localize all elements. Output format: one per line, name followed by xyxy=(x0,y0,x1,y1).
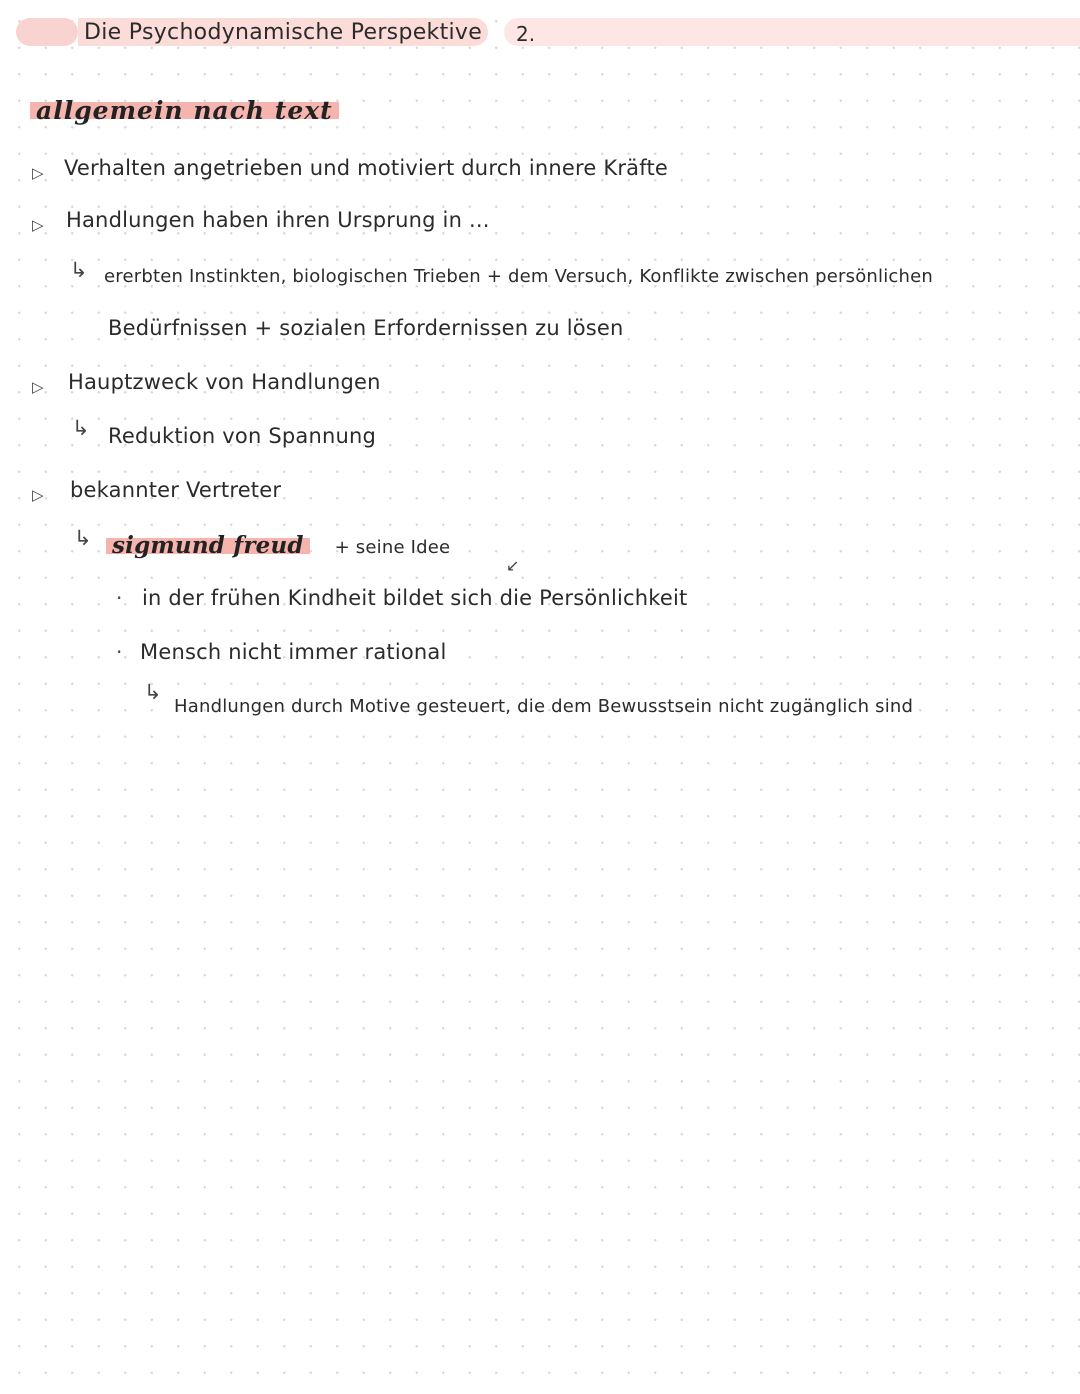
page-title: Die Psychodynamische Perspektive xyxy=(84,20,483,45)
idea-personality: in der frühen Kindheit bildet sich die Persönlichkeit xyxy=(142,586,688,610)
freud-idea-label: + seine Idee xyxy=(334,537,451,558)
bullet-icon: ▷ xyxy=(32,216,44,234)
idea-rational: Mensch nicht immer rational xyxy=(140,640,447,664)
note-line-main-purpose: Hauptzweck von Handlungen xyxy=(68,370,381,394)
idea-arrow-icon: ↙ xyxy=(506,556,520,575)
note-line-instincts: ererbten Instinkten, biologischen Trieben + dem Versuch, Konflikte zwischen persönlichen xyxy=(104,266,934,287)
title-band-decoration xyxy=(504,18,1080,46)
dot-icon: · xyxy=(116,586,123,610)
arrow-icon: ↳ xyxy=(70,258,88,282)
idea-unconscious-motives: Handlungen durch Motive gesteuert, die dem Bewusstsein nicht zugänglich sind xyxy=(174,696,914,717)
bullet-icon: ▷ xyxy=(32,378,44,396)
title-bar xyxy=(16,14,1080,50)
note-line-representative: bekannter Vertreter xyxy=(70,478,282,502)
freud-line xyxy=(106,532,450,559)
bullet-icon: ▷ xyxy=(32,486,44,504)
note-line-origin: Handlungen haben ihren Ursprung in ... xyxy=(66,208,490,232)
note-line-needs: Bedürfnissen + sozialen Erfordernissen zu lösen xyxy=(108,316,624,340)
section-heading: allgemein nach text xyxy=(30,96,339,125)
page-number: 2. xyxy=(516,22,536,46)
note-line-forces: Verhalten angetrieben und motiviert durch innere Kräfte xyxy=(64,156,669,180)
freud-name: sigmund freud xyxy=(106,532,310,559)
arrow-icon: ↳ xyxy=(74,526,92,550)
dot-icon: · xyxy=(116,640,123,664)
arrow-icon: ↳ xyxy=(144,680,162,704)
title-pill-decoration xyxy=(16,18,78,46)
arrow-icon: ↳ xyxy=(72,416,90,440)
note-line-tension: Reduktion von Spannung xyxy=(108,424,377,448)
bullet-icon: ▷ xyxy=(32,164,44,182)
